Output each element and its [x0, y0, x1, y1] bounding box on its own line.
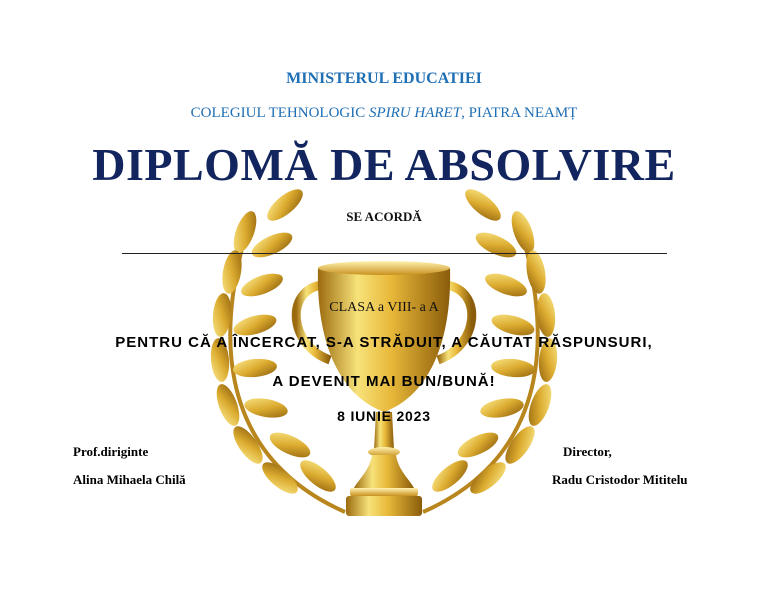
director-name: Radu Cristodor Mititelu	[552, 472, 688, 487]
motto-line-2: A DEVENIT MAI BUN/BUNĂ!	[272, 373, 496, 390]
motto-line-1: PENTRU CĂ A ÎNCERCAT, S-A STRĂDUIT, A CĂUTAT RĂSPUNSURI,	[115, 334, 653, 351]
ministry-name: MINISTERUL EDUCATIEI	[286, 70, 482, 87]
college-name	[0, 105, 768, 122]
college-name-italic: SPIRU HARET	[368, 105, 462, 121]
recipient-name-line	[122, 253, 667, 254]
director-role: Director,	[563, 444, 612, 459]
college-location: , PIATRA NEAMȚ	[461, 105, 578, 121]
homeroom-teacher-role: Prof.diriginte	[73, 444, 149, 459]
homeroom-teacher-name: Alina Mihaela Chilă	[73, 472, 186, 487]
awarded-to-label: SE ACORDĂ	[346, 209, 422, 224]
college-prefix: COLEGIUL TEHNOLOGIC	[190, 105, 369, 121]
diploma-date: 8 IUNIE 2023	[337, 408, 431, 424]
class-label: CLASA a VIII- a A	[329, 300, 439, 315]
diploma-title: DIPLOMĂ DE ABSOLVIRE	[92, 139, 676, 190]
